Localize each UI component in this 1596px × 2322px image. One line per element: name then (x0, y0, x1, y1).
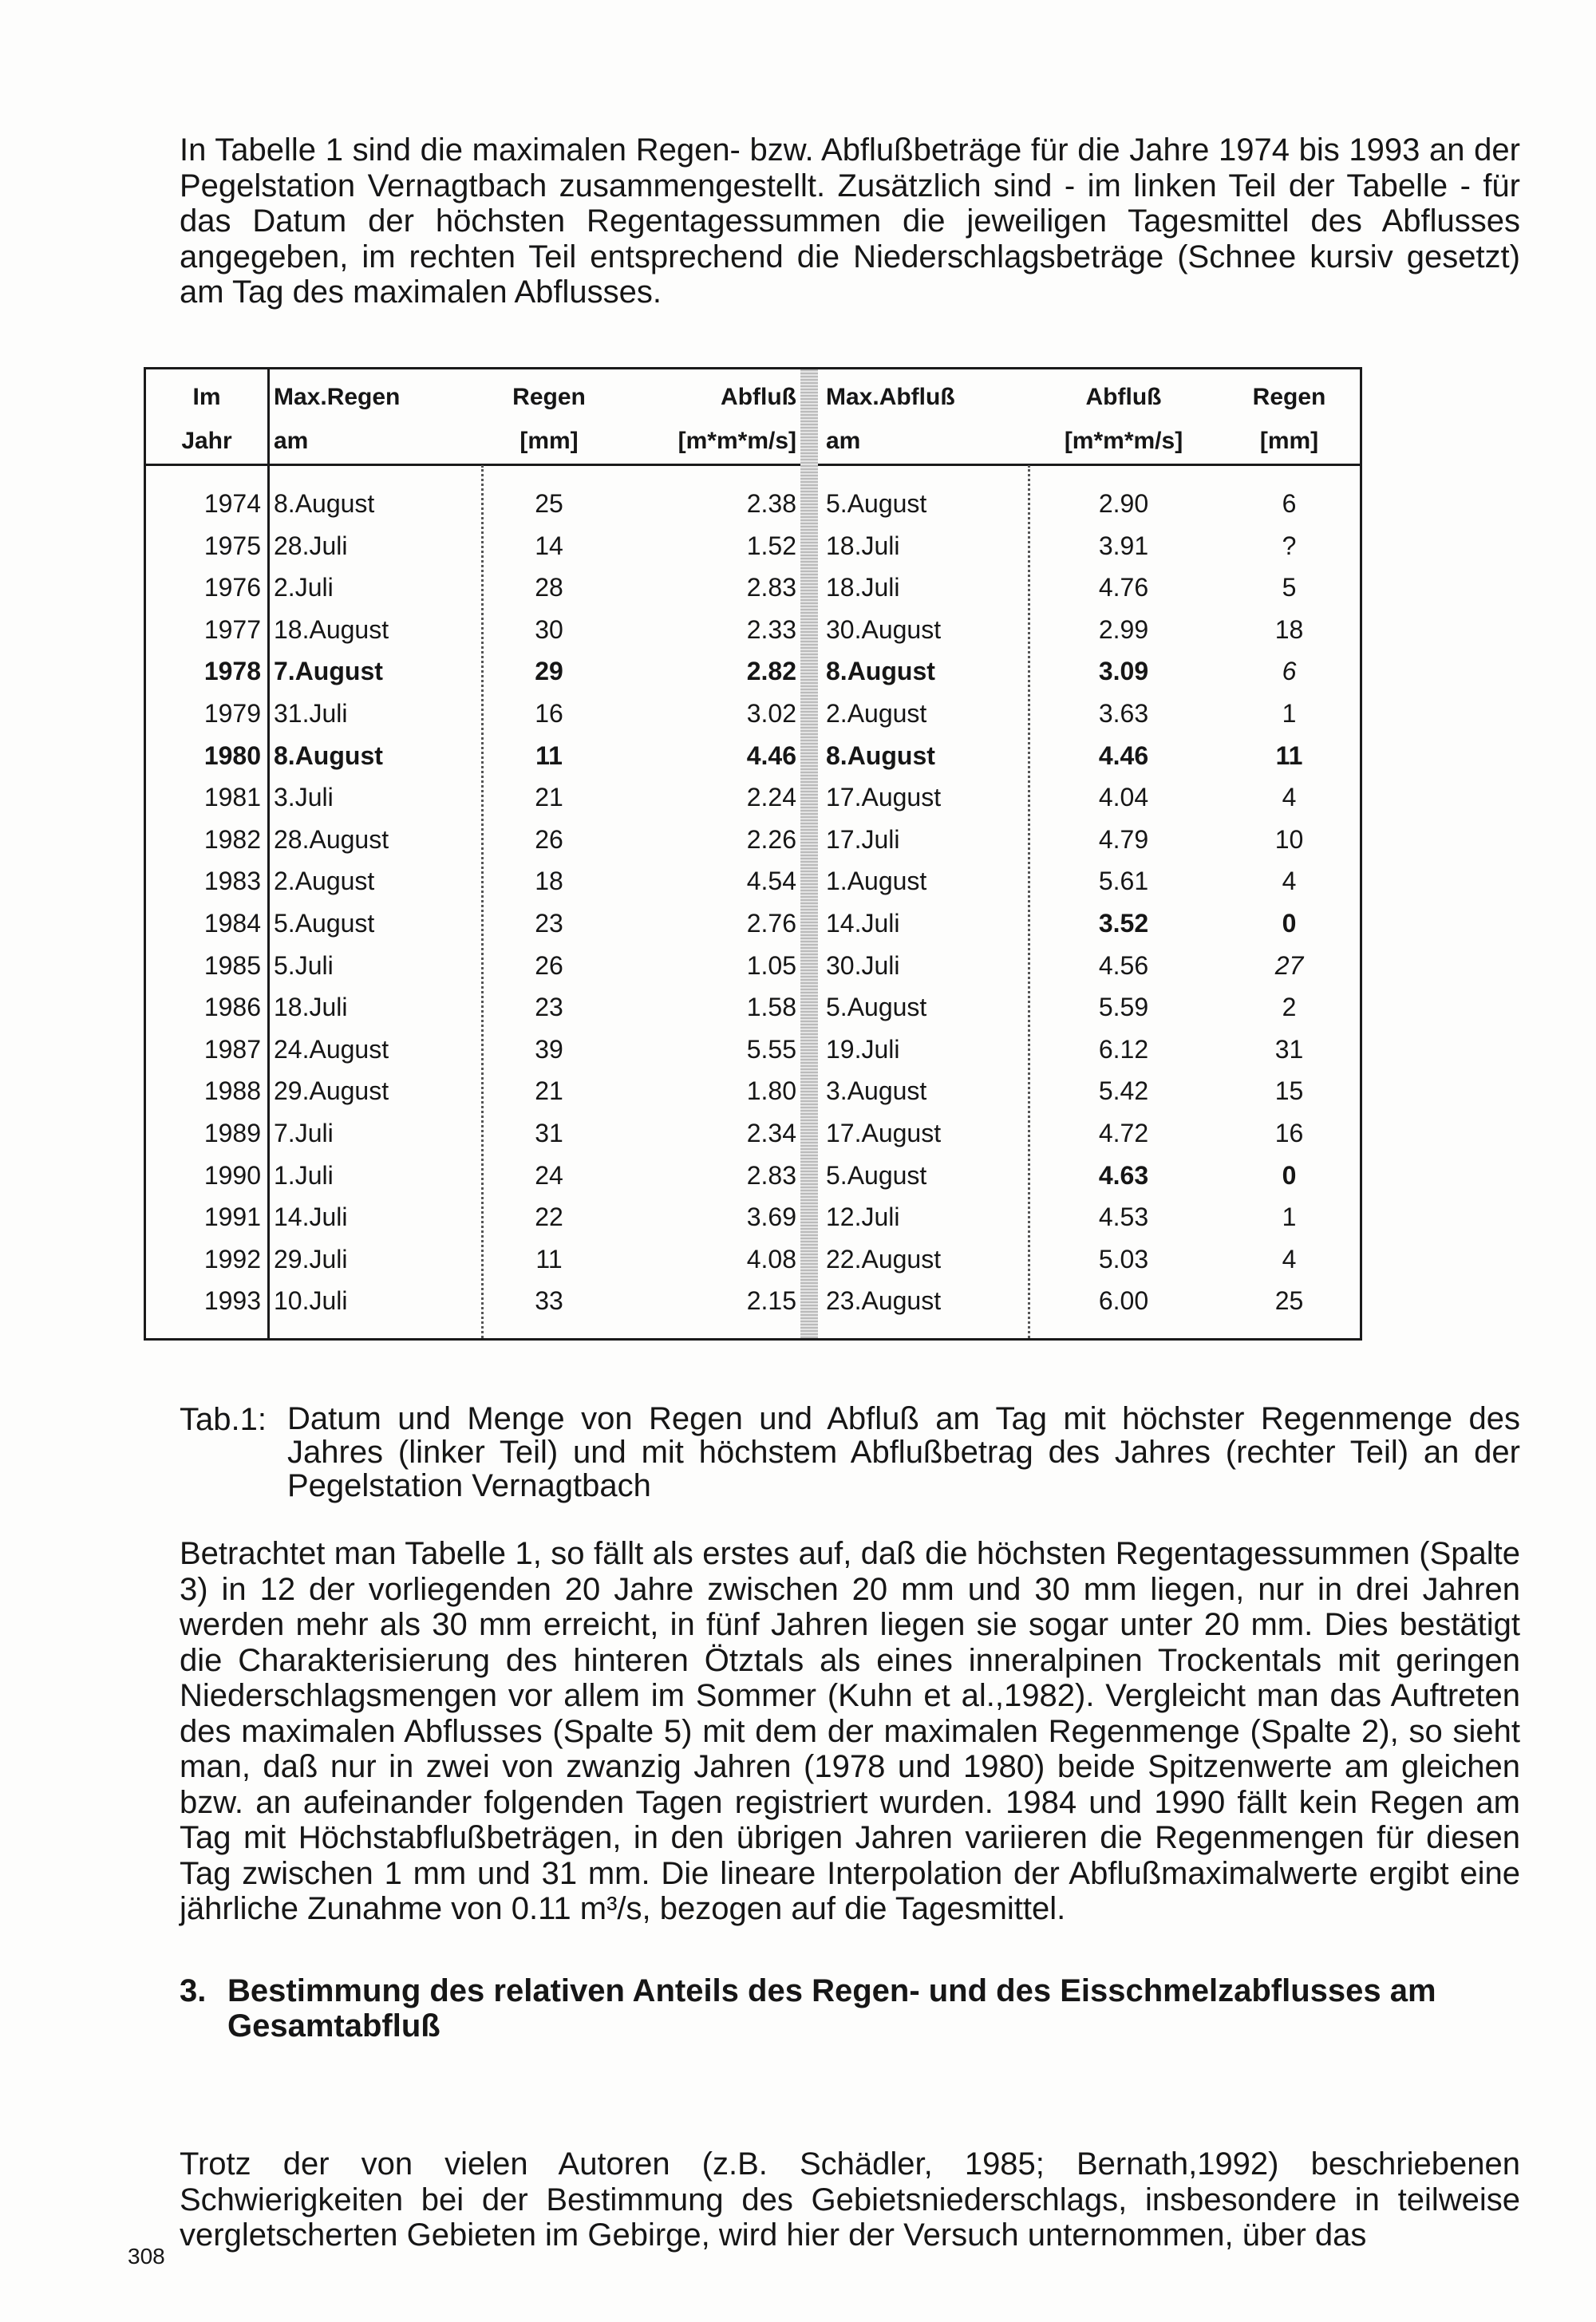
cell-abfluss: 2.83 (746, 573, 796, 602)
cell-maxregen-date: 7.Juli (274, 1119, 334, 1147)
column-divider (481, 465, 484, 1338)
cell-abfluss: 5.55 (746, 1034, 796, 1064)
cell-maxregen-date: 8.August (274, 740, 383, 770)
cell-abfluss-right: 4.79 (1098, 824, 1149, 854)
cell-year: 1993 (203, 1286, 261, 1316)
cell-regen: 14 (535, 531, 563, 560)
cell-maxregen-date: 8.August (274, 489, 375, 518)
cell-regen: 30 (535, 614, 563, 644)
cell-abfluss-right: 5.42 (1098, 1076, 1149, 1106)
cell-year: 1982 (203, 824, 261, 854)
cell-year: 1983 (203, 867, 261, 896)
cell-regen: 29 (535, 657, 563, 686)
cell-abfluss-right: 4.46 (1098, 740, 1149, 770)
cell-regen: 39 (535, 1034, 563, 1064)
header-maxabfluss-1: Max.Abfluß (826, 384, 955, 410)
section-title: Bestimmung des relativen Anteils des Regen- und des Eisschmelzabflusses am Gesamtabfluß (227, 1973, 1436, 2044)
cell-abfluss: 4.54 (746, 867, 796, 896)
cell-regen: 11 (535, 1244, 563, 1274)
cell-abfluss: 2.34 (746, 1119, 796, 1147)
cell-abfluss: 2.83 (746, 1160, 796, 1190)
cell-abfluss: 2.82 (746, 657, 796, 686)
cell-regen: 16 (535, 699, 563, 728)
cell-abfluss-right: 4.76 (1098, 573, 1149, 602)
cell-regen-right: ? (1282, 531, 1297, 560)
cell-maxregen-date: 3.Juli (274, 783, 334, 812)
cell-regen-right: 6 (1282, 489, 1297, 518)
cell-abfluss-right: 3.52 (1098, 909, 1149, 938)
body-paragraph-2: Trotz der von vielen Autoren (z.B. Schädler, 1985; Bernath,1992) beschriebenen Schwierigkeiten bei der Bestimmung des Gebietsniederschlags, insbesondere in teilweise vergletscherten Gebieten im Gebirge, wird hier der Versuch unternommen, über das (180, 2146, 1520, 2253)
cell-abfluss-right: 6.00 (1098, 1286, 1149, 1316)
caption-label: Tab.1: (180, 1402, 267, 1437)
cell-maxabfluss-date: 5.August (826, 993, 927, 1022)
cell-year: 1984 (203, 909, 261, 938)
cell-abfluss-right: 4.56 (1098, 950, 1149, 980)
cell-year: 1989 (203, 1119, 261, 1147)
cell-regen-right: 10 (1274, 824, 1304, 854)
cell-maxregen-date: 2.Juli (274, 573, 334, 602)
cell-maxabfluss-date: 2.August (826, 699, 927, 728)
cell-maxregen-date: 29.August (274, 1076, 389, 1106)
cell-year: 1988 (203, 1076, 261, 1106)
cell-maxabfluss-date: 18.Juli (826, 531, 900, 560)
cell-maxabfluss-date: 17.August (826, 783, 942, 812)
cell-abfluss: 1.05 (746, 950, 796, 980)
section-number: 3. (180, 1973, 207, 2008)
cell-abfluss: 2.33 (746, 614, 796, 644)
cell-abfluss-right: 4.63 (1098, 1160, 1149, 1190)
cell-year: 1979 (203, 699, 261, 728)
cell-regen: 11 (535, 740, 563, 770)
cell-abfluss-right: 3.91 (1098, 531, 1149, 560)
cell-abfluss-right: 2.90 (1098, 489, 1149, 518)
cell-maxregen-date: 31.Juli (274, 699, 348, 728)
header-regen-2: [mm] (519, 428, 579, 454)
cell-year: 1985 (203, 950, 261, 980)
cell-maxabfluss-date: 8.August (826, 740, 935, 770)
header-maxregen-2: am (274, 428, 309, 454)
cell-abfluss: 2.24 (746, 783, 796, 812)
cell-year: 1978 (203, 657, 261, 686)
cell-regen-right: 2 (1282, 993, 1297, 1022)
cell-abfluss: 2.38 (746, 489, 796, 518)
cell-abfluss: 4.46 (746, 740, 796, 770)
cell-regen-right: 16 (1274, 1119, 1304, 1147)
intro-paragraph: In Tabelle 1 sind die maximalen Regen- bzw. Abflußbeträge für die Jahre 1974 bis 1993 an der Pegelstation Vernagtbach zusammengestellt. Zusätzlich sind - im linken Teil der Tabelle - für das Datum der höchsten Regentagessummen die jeweiligen Tagesmittel des Abflusses angegeben, im rechten Teil entsprechend die Niederschlagsbeträge (Schnee kursiv gesetzt) am Tag des maximalen Abflusses. (180, 132, 1520, 310)
cell-maxregen-date: 10.Juli (274, 1286, 348, 1316)
cell-maxregen-date: 28.Juli (274, 531, 348, 560)
header-regen-1: Regen (512, 384, 586, 410)
cell-year: 1992 (203, 1244, 261, 1274)
header-rule (146, 464, 1360, 466)
cell-maxabfluss-date: 8.August (826, 657, 935, 686)
cell-regen-right: 11 (1275, 740, 1303, 770)
cell-maxregen-date: 2.August (274, 867, 375, 896)
cell-abfluss: 4.08 (746, 1244, 796, 1274)
header-abfluss-1: Abfluß (721, 384, 796, 410)
cell-year: 1974 (203, 489, 261, 518)
cell-maxabfluss-date: 17.August (826, 1119, 942, 1147)
cell-regen-right: 4 (1282, 867, 1297, 896)
cell-abfluss: 1.80 (746, 1076, 796, 1106)
cell-maxabfluss-date: 23.August (826, 1286, 942, 1316)
cell-maxabfluss-date: 12.Juli (826, 1202, 900, 1232)
body-paragraph-1: Betrachtet man Tabelle 1, so fällt als erstes auf, daß die höchsten Regentagessummen (Spalte 3) in 12 der vorliegenden 20 Jahre zwischen 20 mm und 30 mm liegen, nur in drei Jahren werden mehr als 30 mm erreicht, in fünf Jahren liegen sie sogar unter 20 mm. Dies bestätigt die Charakterisierung des hinteren Ötztals als eines inneralpinen Trockentals mit geringen Niederschlagsmengen vor allem im Sommer (Kuhn et al.,1982). Vergleicht man das Auftreten des maximalen Abflusses (Spalte 5) mit dem der maximalen Regenmenge (Spalte 2), so sieht man, daß nur in zwei von zwanzig Jahren (1978 und 1980) beide Spitzenwerte am gleichen bzw. an aufeinander folgenden Tagen registriert wurden. 1984 und 1990 fällt kein Regen am Tag mit Höchstabflußbeträgen, in den übrigen Jahren variieren die Regenmengen für diesen Tag zwischen 1 mm und 31 mm. Die lineare Interpolation der Abflußmaximalwerte ergibt eine jährliche Zunahme von 0.11 m³/s, bezogen auf die Tagesmittel. (180, 1536, 1520, 1926)
cell-maxabfluss-date: 5.August (826, 1160, 927, 1190)
cell-regen: 23 (535, 993, 563, 1022)
cell-regen-right: 18 (1274, 614, 1304, 644)
cell-year: 1980 (203, 740, 261, 770)
cell-maxregen-date: 29.Juli (274, 1244, 348, 1274)
cell-regen-right: 25 (1274, 1286, 1304, 1316)
cell-abfluss-right: 2.99 (1098, 614, 1149, 644)
cell-maxabfluss-date: 3.August (826, 1076, 927, 1106)
cell-regen: 33 (535, 1286, 563, 1316)
cell-maxregen-date: 7.August (274, 657, 383, 686)
cell-maxabfluss-date: 17.Juli (826, 824, 900, 854)
header-maxabfluss-2: am (826, 428, 861, 454)
cell-regen-right: 0 (1282, 909, 1297, 938)
header-abfluss-right-1: Abfluß (1085, 384, 1162, 410)
cell-maxregen-date: 24.August (274, 1034, 389, 1064)
cell-year: 1990 (203, 1160, 261, 1190)
cell-regen: 26 (535, 824, 563, 854)
cell-regen-right: 1 (1282, 699, 1297, 728)
header-year-2: Jahr (181, 428, 232, 454)
cell-abfluss: 2.76 (746, 909, 796, 938)
cell-year: 1975 (203, 531, 261, 560)
cell-year: 1976 (203, 573, 261, 602)
cell-regen: 28 (535, 573, 563, 602)
header-year-1: Im (192, 384, 221, 410)
cell-regen-right: 4 (1282, 783, 1297, 812)
cell-regen-right: 27 (1274, 950, 1304, 980)
cell-year: 1987 (203, 1034, 261, 1064)
cell-abfluss-right: 3.63 (1098, 699, 1149, 728)
cell-maxabfluss-date: 19.Juli (826, 1034, 900, 1064)
cell-abfluss-right: 6.12 (1098, 1034, 1149, 1064)
cell-maxregen-date: 5.August (274, 909, 375, 938)
cell-maxregen-date: 14.Juli (274, 1202, 348, 1232)
column-divider (1028, 465, 1030, 1338)
cell-maxabfluss-date: 30.Juli (826, 950, 900, 980)
cell-maxabfluss-date: 18.Juli (826, 573, 900, 602)
cell-year: 1981 (203, 783, 261, 812)
header-maxregen-1: Max.Regen (274, 384, 401, 410)
cell-regen-right: 0 (1282, 1160, 1297, 1190)
header-abfluss-2: [m*m*m/s] (678, 428, 796, 454)
cell-abfluss-right: 5.61 (1098, 867, 1149, 896)
header-regen-right-2: [mm] (1259, 428, 1319, 454)
cell-year: 1977 (203, 614, 261, 644)
cell-maxregen-date: 1.Juli (274, 1160, 334, 1190)
data-table (144, 367, 1362, 1341)
cell-maxregen-date: 5.Juli (274, 950, 334, 980)
cell-abfluss: 1.52 (746, 531, 796, 560)
cell-year: 1991 (203, 1202, 261, 1232)
cell-abfluss-right: 4.72 (1098, 1119, 1149, 1147)
cell-abfluss: 2.26 (746, 824, 796, 854)
cell-regen-right: 31 (1274, 1034, 1304, 1064)
cell-regen: 24 (535, 1160, 563, 1190)
cell-regen-right: 15 (1274, 1076, 1304, 1106)
cell-regen-right: 4 (1282, 1244, 1297, 1274)
cell-abfluss-right: 5.03 (1098, 1244, 1149, 1274)
cell-abfluss: 2.15 (746, 1286, 796, 1316)
cell-regen-right: 6 (1282, 657, 1297, 686)
cell-regen: 21 (535, 1076, 563, 1106)
cell-abfluss: 3.69 (746, 1202, 796, 1232)
cell-regen: 23 (535, 909, 563, 938)
cell-maxregen-date: 18.August (274, 614, 389, 644)
cell-regen: 22 (535, 1202, 563, 1232)
cell-maxregen-date: 28.August (274, 824, 389, 854)
cell-maxregen-date: 18.Juli (274, 993, 348, 1022)
cell-abfluss-right: 4.53 (1098, 1202, 1149, 1232)
cell-maxabfluss-date: 1.August (826, 867, 927, 896)
column-divider (267, 369, 270, 1338)
cell-regen-right: 1 (1282, 1202, 1297, 1232)
cell-regen: 26 (535, 950, 563, 980)
cell-abfluss: 1.58 (746, 993, 796, 1022)
header-regen-right-1: Regen (1252, 384, 1326, 410)
cell-regen: 21 (535, 783, 563, 812)
header-abfluss-right-2: [m*m*m/s] (1064, 428, 1183, 454)
page-number: 308 (128, 2244, 165, 2269)
cell-maxabfluss-date: 22.August (826, 1244, 942, 1274)
cell-regen: 25 (535, 489, 563, 518)
cell-regen-right: 5 (1282, 573, 1297, 602)
cell-regen: 31 (535, 1119, 563, 1147)
cell-abfluss-right: 5.59 (1098, 993, 1149, 1022)
cell-maxabfluss-date: 14.Juli (826, 909, 900, 938)
cell-abfluss: 3.02 (746, 699, 796, 728)
cell-maxabfluss-date: 5.August (826, 489, 927, 518)
caption-text: Datum und Menge von Regen und Abfluß am Tag mit höchster Regenmenge des Jahres (linker Teil) und mit höchstem Abflußbetrag des Jahres (rechter Teil) an der Pegelstation Vernagtbach (287, 1401, 1520, 1503)
cell-abfluss-right: 4.04 (1098, 783, 1149, 812)
cell-year: 1986 (203, 993, 261, 1022)
cell-regen: 18 (535, 867, 563, 896)
section-divider (800, 369, 818, 1338)
cell-abfluss-right: 3.09 (1098, 657, 1149, 686)
cell-maxabfluss-date: 30.August (826, 614, 942, 644)
